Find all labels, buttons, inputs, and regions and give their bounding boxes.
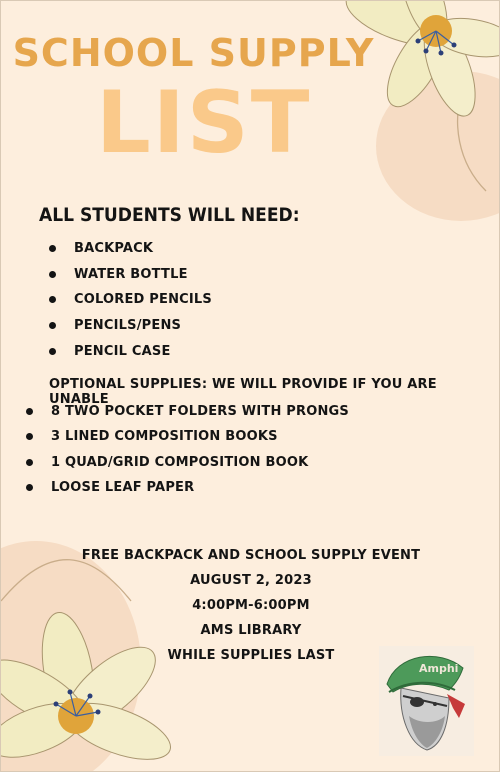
optional-heading: OPTIONAL SUPPLIES: WE WILL PROVIDE IF YOU ARE UNABLE [49,377,437,407]
list-item [49,338,212,364]
bullet-icon [49,296,56,303]
list-item-label: COLORED PENCILS [74,292,212,308]
list-item-label: PENCILS/PENS [74,318,182,334]
event-date: AUGUST 2, 2023 [190,573,312,588]
list-item [26,424,349,449]
bullet-icon [26,484,33,491]
list-item [49,236,212,262]
list-item [26,450,349,475]
bullet-icon [49,348,56,355]
title-line-1: SCHOOL SUPPLY [12,31,375,75]
event-title: FREE BACKPACK AND SCHOOL SUPPLY EVENT [81,548,421,563]
bullet-icon [49,322,56,329]
list-item-label: BACKPACK [74,241,154,257]
pirate-mascot-icon [379,646,474,756]
optional-list [26,399,349,500]
list-item-label: 1 QUAD/GRID COMPOSITION BOOK [51,454,309,470]
bullet-icon [26,459,33,466]
bullet-icon [49,245,56,252]
list-item [26,399,349,424]
logo-text: Amphi [419,662,459,675]
list-item-label: PENCIL CASE [74,343,171,359]
list-item [49,313,212,339]
bullet-icon [26,433,33,440]
list-item [26,475,349,500]
event-note: WHILE SUPPLIES LAST [167,648,335,663]
event-location: AMS LIBRARY [200,623,302,638]
bullet-icon [49,271,56,278]
list-item-label: 8 TWO POCKET FOLDERS WITH PRONGS [51,404,349,420]
bullet-icon [26,408,33,415]
title-line-2: LIST [96,73,312,173]
list-item-label: LOOSE LEAF PAPER [51,480,195,496]
required-list [49,236,212,364]
list-item-label: WATER BOTTLE [74,266,188,282]
list-item [49,262,212,288]
event-time: 4:00PM-6:00PM [192,598,310,613]
list-item-label: 3 LINED COMPOSITION BOOKS [51,429,278,445]
required-heading: ALL STUDENTS WILL NEED: [39,204,300,226]
list-item [49,287,212,313]
